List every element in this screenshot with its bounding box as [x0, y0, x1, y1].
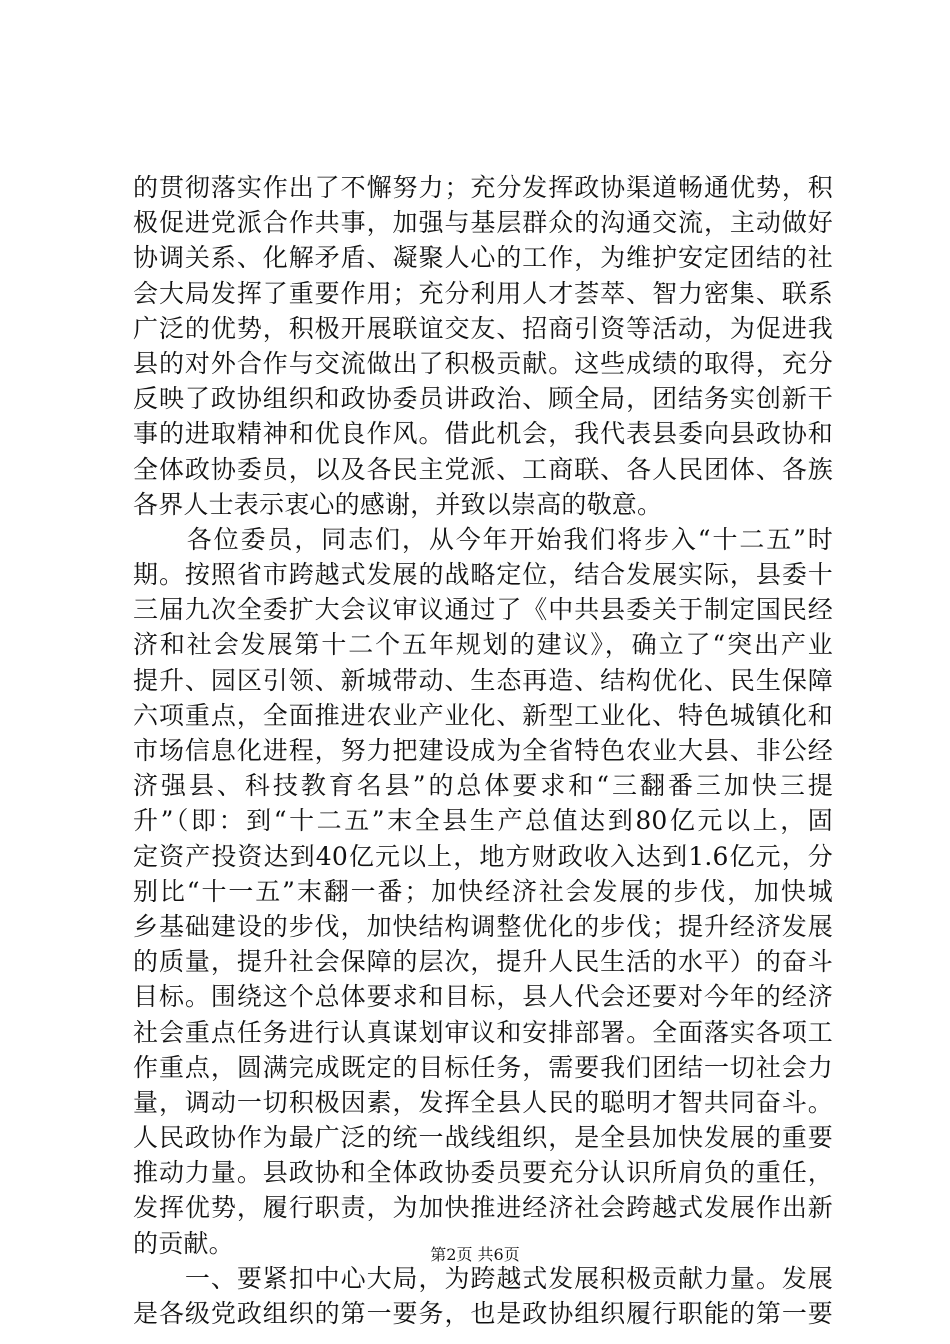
text-line: 发挥优势，履行职责，为加快推进经济社会跨越式发展作出新 — [133, 1193, 833, 1223]
text-line: 市场信息化进程，努力把建设成为全省特色农业大县、非公经 — [133, 736, 833, 765]
text-line: 定资产投资达到40亿元以上，地方财政收入达到1.6亿元，分 — [133, 841, 833, 871]
text-line: 的贯彻落实作出了不懈努力；充分发挥政协渠道畅通优势，积 — [133, 173, 833, 202]
text-line: 升”（即：到“十二五”末全县生产总值达到80亿元以上，固 — [133, 806, 833, 836]
text-line: 反映了政协组织和政协委员讲政治、顾全局，团结务实创新干 — [133, 384, 833, 414]
text-line: 三届九次全委扩大会议审议通过了《中共县委关于制定国民经 — [133, 595, 833, 625]
text-line: 县的对外合作与交流做出了积极贡献。这些成绩的取得，充分 — [133, 348, 833, 378]
text-line: 期。按照省市跨越式发展的战略定位，结合发展实际，县委十 — [133, 560, 833, 590]
text-line: 六项重点，全面推进农业产业化、新型工业化、特色城镇化和 — [133, 700, 833, 730]
body-text — [133, 170, 833, 1331]
text-line: 是各级党政组织的第一要务，也是政协组织履行职能的第一要 — [133, 1299, 833, 1328]
page-footer: 第2页 共6页 — [430, 1245, 520, 1264]
text-line: 会大局发挥了重要作用；充分利用人才荟萃、智力密集、联系 — [133, 278, 833, 308]
text-line: 提升、园区引领、新城带动、生态再造、结构优化、民生保障 — [133, 665, 833, 695]
text-line: 推动力量。县政协和全体政协委员要充分认识所肩负的重任， — [133, 1158, 833, 1188]
text-line: 社会重点任务进行认真谋划审议和安排部署。全面落实各项工 — [133, 1017, 833, 1047]
text-line: 作重点，圆满完成既定的目标任务，需要我们团结一切社会力 — [133, 1052, 833, 1082]
text-line: 一、要紧扣中心大局，为跨越式发展积极贡献力量。发展 — [133, 1263, 833, 1293]
text-line: 事的进取精神和优良作风。借此机会，我代表县委向县政协和 — [133, 419, 833, 449]
text-line: 量，调动一切积极因素，发挥全县人民的聪明才智共同奋斗。 — [133, 1087, 833, 1117]
text-line: 广泛的优势，积极开展联谊交友、招商引资等活动，为促进我 — [133, 313, 833, 343]
text-line: 各位委员，同志们，从今年开始我们将步入“十二五”时 — [133, 524, 833, 554]
text-line: 全体政协委员，以及各民主党派、工商联、各人民团体、各族 — [133, 454, 833, 484]
text-line: 的贡献。 — [133, 1228, 234, 1258]
text-line: 极促进党派合作共事，加强与基层群众的沟通交流，主动做好 — [133, 208, 833, 238]
text-line: 各界人士表示衷心的感谢，并致以崇高的敬意。 — [133, 489, 663, 519]
text-line: 的质量，提升社会保障的层次，提升人民生活的水平）的奋斗 — [133, 947, 833, 977]
text-line: 人民政协作为最广泛的统一战线组织，是全县加快发展的重要 — [133, 1123, 833, 1153]
text-line: 目标。围绕这个总体要求和目标，县人代会还要对今年的经济 — [133, 982, 833, 1012]
text-line: 别比“十一五”末翻一番；加快经济社会发展的步伐，加快城 — [133, 876, 833, 906]
text-line: 乡基础建设的步伐，加快结构调整优化的步伐；提升经济发展 — [133, 911, 833, 941]
text-line: 济和社会发展第十二个五年规划的建议》，确立了“突出产业 — [133, 630, 833, 660]
text-line: 协调关系、化解矛盾、凝聚人心的工作，为维护安定团结的社 — [133, 243, 833, 273]
text-line: 济强县、科技教育名县”的总体要求和“三翻番三加快三提 — [133, 771, 833, 801]
